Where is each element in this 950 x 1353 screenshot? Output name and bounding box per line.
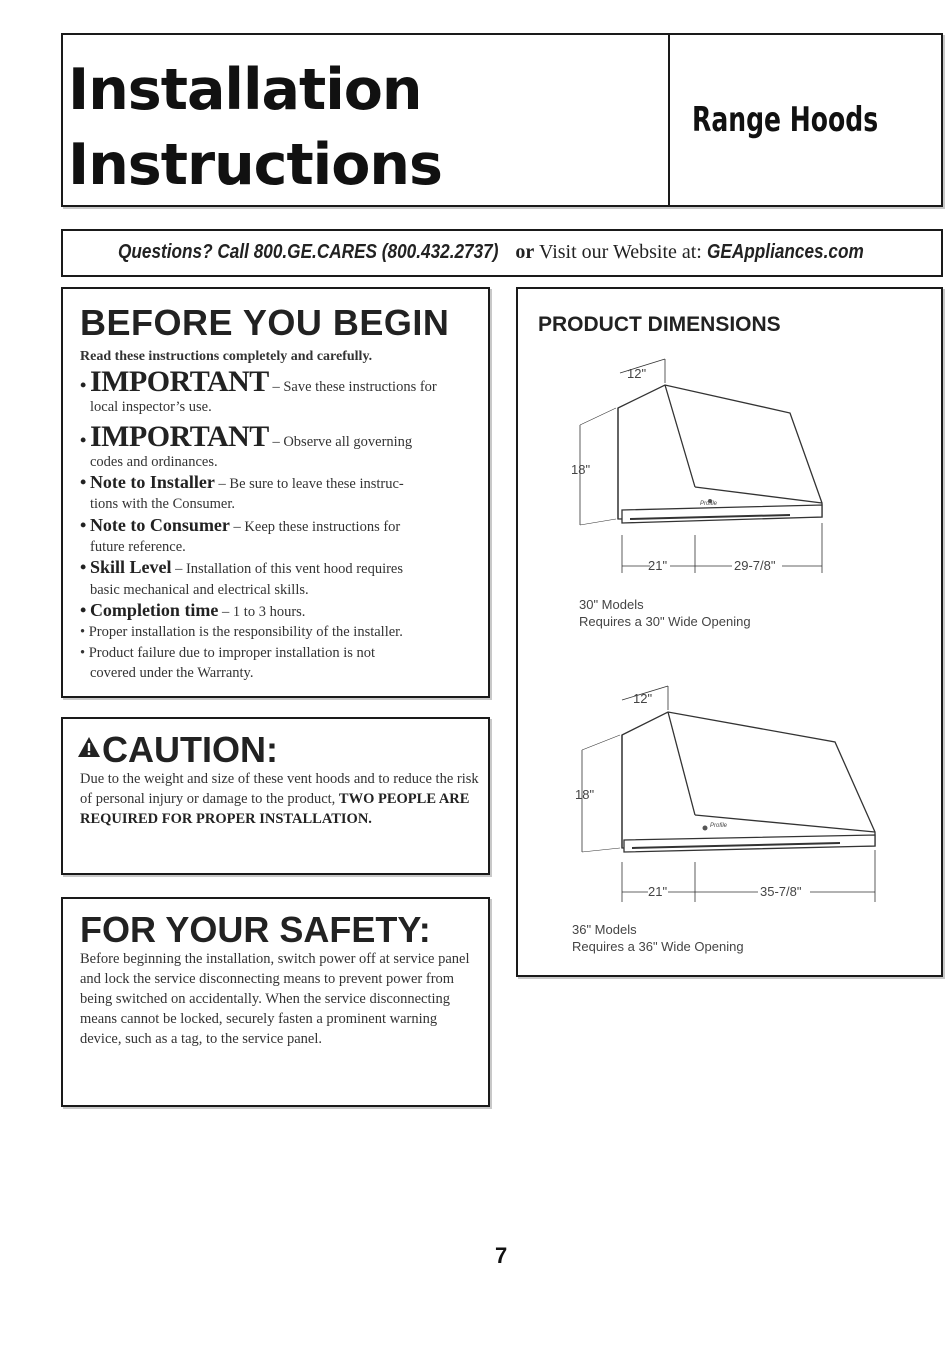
list-item: • IMPORTANT – Save these instructions for bbox=[80, 365, 437, 398]
list-item: • Note to Installer – Be sure to leave these instruc- bbox=[80, 472, 404, 493]
visit-text: Visit our Website at: bbox=[538, 241, 702, 263]
hood-36-diagram bbox=[560, 680, 890, 910]
page-number: 7 bbox=[495, 1243, 508, 1268]
caption-36: 36" Models Requires a 36" Wide Opening bbox=[572, 922, 744, 954]
title-line-2: Instructions bbox=[68, 132, 442, 198]
before-list bbox=[80, 367, 480, 683]
list-item-cont: codes and ordinances. bbox=[90, 453, 218, 470]
front-label-30: 21" bbox=[648, 558, 668, 573]
before-you-begin-heading: BEFORE YOU BEGIN bbox=[80, 302, 450, 343]
list-item-cont: local inspector’s use. bbox=[90, 399, 212, 416]
list-item-cont: future reference. bbox=[90, 539, 186, 556]
list-item: • Proper installation is the responsibility of the installer. bbox=[80, 624, 403, 641]
product-name: Range Hoods bbox=[692, 100, 879, 140]
list-item-cont: covered under the Warranty. bbox=[90, 664, 254, 681]
before-intro: Read these instructions completely and carefully. bbox=[80, 349, 373, 364]
product-dimensions-heading: PRODUCT DIMENSIONS bbox=[538, 313, 781, 336]
width-label-30: 29-7/8" bbox=[734, 558, 776, 573]
warning-triangle-icon bbox=[77, 736, 101, 758]
safety-text: Before beginning the installation, switch power off at service panel and lock the service disconnecting means to prevent power from being switched on accidentally. When the service disconnecting means cannot be locked, securely fasten a prominent warning device, such as a tag, to the service panel. bbox=[80, 951, 470, 1047]
list-item: • Product failure due to improper installation is not bbox=[80, 644, 376, 661]
height-label-36: 18" bbox=[575, 787, 595, 802]
depth-label-30: 12" bbox=[627, 366, 647, 381]
height-label-30: 18" bbox=[571, 462, 591, 477]
brand-mark-36: Profile bbox=[710, 823, 728, 829]
caution-heading: CAUTION: bbox=[102, 729, 278, 770]
or-text: or bbox=[515, 241, 535, 263]
list-item: • Note to Consumer – Keep these instructions for bbox=[80, 514, 401, 535]
hood-30-diagram bbox=[560, 355, 840, 585]
caption-30: 30" Models Requires a 30" Wide Opening bbox=[579, 597, 751, 629]
website-link[interactable]: GEAppliances.com bbox=[706, 241, 864, 263]
safety-heading: FOR YOUR SAFETY: bbox=[80, 909, 431, 950]
list-item: • Skill Level – Installation of this vent hood requires bbox=[80, 557, 404, 578]
caution-text: Due to the weight and size of these vent hoods and to reduce the risk of personal injury or damage to the product, TWO PEOPLE ARE REQUIRED FOR PROPER INSTALLATION. bbox=[80, 771, 479, 827]
contact-text bbox=[118, 241, 889, 264]
width-label-36: 35-7/8" bbox=[760, 884, 802, 899]
title-line-1: Installation bbox=[68, 57, 422, 123]
list-item: • IMPORTANT – Observe all governing bbox=[80, 419, 413, 453]
list-item: • Completion time – 1 to 3 hours. bbox=[80, 599, 306, 620]
call-text: Questions? Call 800.GE.CARES (800.432.2737) bbox=[118, 241, 499, 263]
brand-mark-30: Profile bbox=[700, 501, 718, 507]
list-item-cont: tions with the Consumer. bbox=[90, 496, 235, 513]
depth-label-36: 12" bbox=[633, 691, 653, 706]
list-item-cont: basic mechanical and electrical skills. bbox=[90, 581, 309, 598]
front-label-36: 21" bbox=[648, 884, 668, 899]
